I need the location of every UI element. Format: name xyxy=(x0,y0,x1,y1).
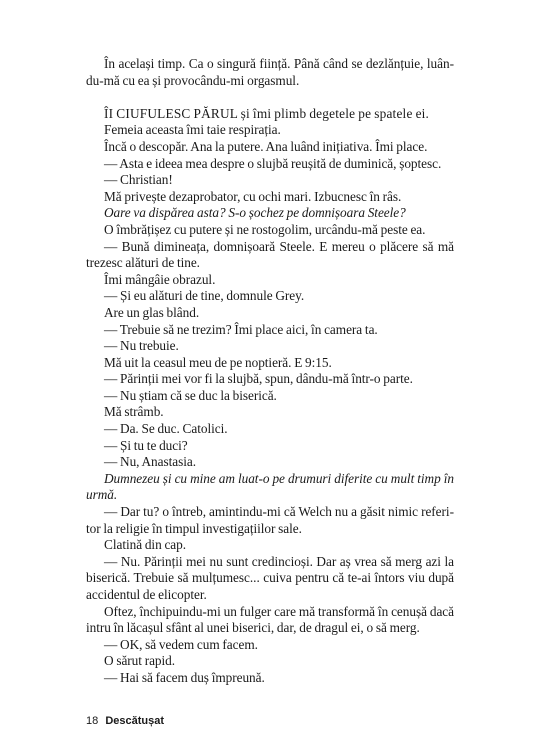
paragraph: Are un glas blând. xyxy=(104,304,200,320)
dialogue-line: — Da. Se duc. Catolici. xyxy=(104,421,228,437)
dialogue-line: — Christian! xyxy=(104,172,173,188)
dialogue-line: — Asta e ideea mea despre o slujbă reușită de duminică, șoptesc. xyxy=(104,155,442,171)
paragraph: Clatină din cap. xyxy=(104,537,187,553)
dialogue-line: — Nu, Anastasia. xyxy=(104,454,197,470)
paragraph: Încă o descopăr. Ana la putere. Ana luând inițiativa. Îmi place. xyxy=(104,138,428,154)
dialogue-line: — Nu știam că se duc la biserică. xyxy=(104,387,277,403)
dialogue-line: — Nu. Părinții mei nu sunt credincioși. Dar aș vrea să merg azi la biserică. Trebuie să mulțumesc... cuiva pentru că te-ai întors viu după accidentul de elicopter. xyxy=(86,553,454,602)
paragraph: O îmbrățișez cu putere și ne rostogolim, urcându-mă peste ea. xyxy=(104,221,426,237)
page-footer xyxy=(86,715,164,727)
dialogue-line: — Trebuie să ne trezim? Îmi place aici, în camera ta. xyxy=(104,321,378,337)
dialogue-line: — Părinții mei vor fi la slujbă, spun, dându-mă într-o parte. xyxy=(104,371,413,387)
page-number: 18 xyxy=(86,715,99,727)
dialogue-line: — Dar tu? o întreb, amintindu-mi că Welch nu a găsit nimic referitor la religie în timpul investigațiilor sale. xyxy=(86,504,454,536)
paragraph: Femeia aceasta îmi taie respirația. xyxy=(104,122,281,138)
dialogue-line: — Nu trebuie. xyxy=(104,338,179,354)
paragraph: O sărut rapid. xyxy=(104,653,176,669)
body-text xyxy=(86,56,454,687)
italic-thought: Oare va dispărea asta? S-o șochez pe domnișoara Steele? xyxy=(104,205,406,221)
dialogue-line: — Hai să facem duș împreună. xyxy=(104,669,265,685)
paragraph: Mă strâmb. xyxy=(104,404,164,420)
section-opening-paragraph: ÎI CIUFULESC PĂRUL și îmi plimb degetele pe spatele ei. xyxy=(104,105,430,121)
dialogue-line: — Și eu alături de tine, domnule Grey. xyxy=(104,288,305,304)
paragraph: Mă privește dezaprobator, cu ochi mari. Izbucnesc în râs. xyxy=(104,188,402,204)
running-title: Descătușat xyxy=(105,715,165,727)
paragraph: Îmi mângâie obrazul. xyxy=(104,271,216,287)
paragraph: Oftez, închipuindu-mi un fulger care mă transformă în cenușă dacă intru în lăcașul sfânt al unei biserici, dar, de dragul ei, o să merg. xyxy=(86,603,454,636)
dialogue-line: — Bună dimineața, domnișoară Steele. E mereu o plăcere să mă trezesc alături de tine. xyxy=(86,238,454,271)
paragraph: Mă uit la ceasul meu de pe noptieră. E 9:15. xyxy=(104,354,332,370)
dialogue-line: — OK, să vedem cum facem. xyxy=(104,636,258,652)
dialogue-line: — Și tu te duci? xyxy=(104,437,188,453)
paragraph: În același timp. Ca o singură ființă. Până când se dezlănțuie, luându-mă cu ea și provocându-mi orgasmul. xyxy=(86,56,454,88)
italic-thought: Dumnezeu și cu mine am luat-o pe drumuri diferite cu mult timp în urmă. xyxy=(86,470,454,503)
